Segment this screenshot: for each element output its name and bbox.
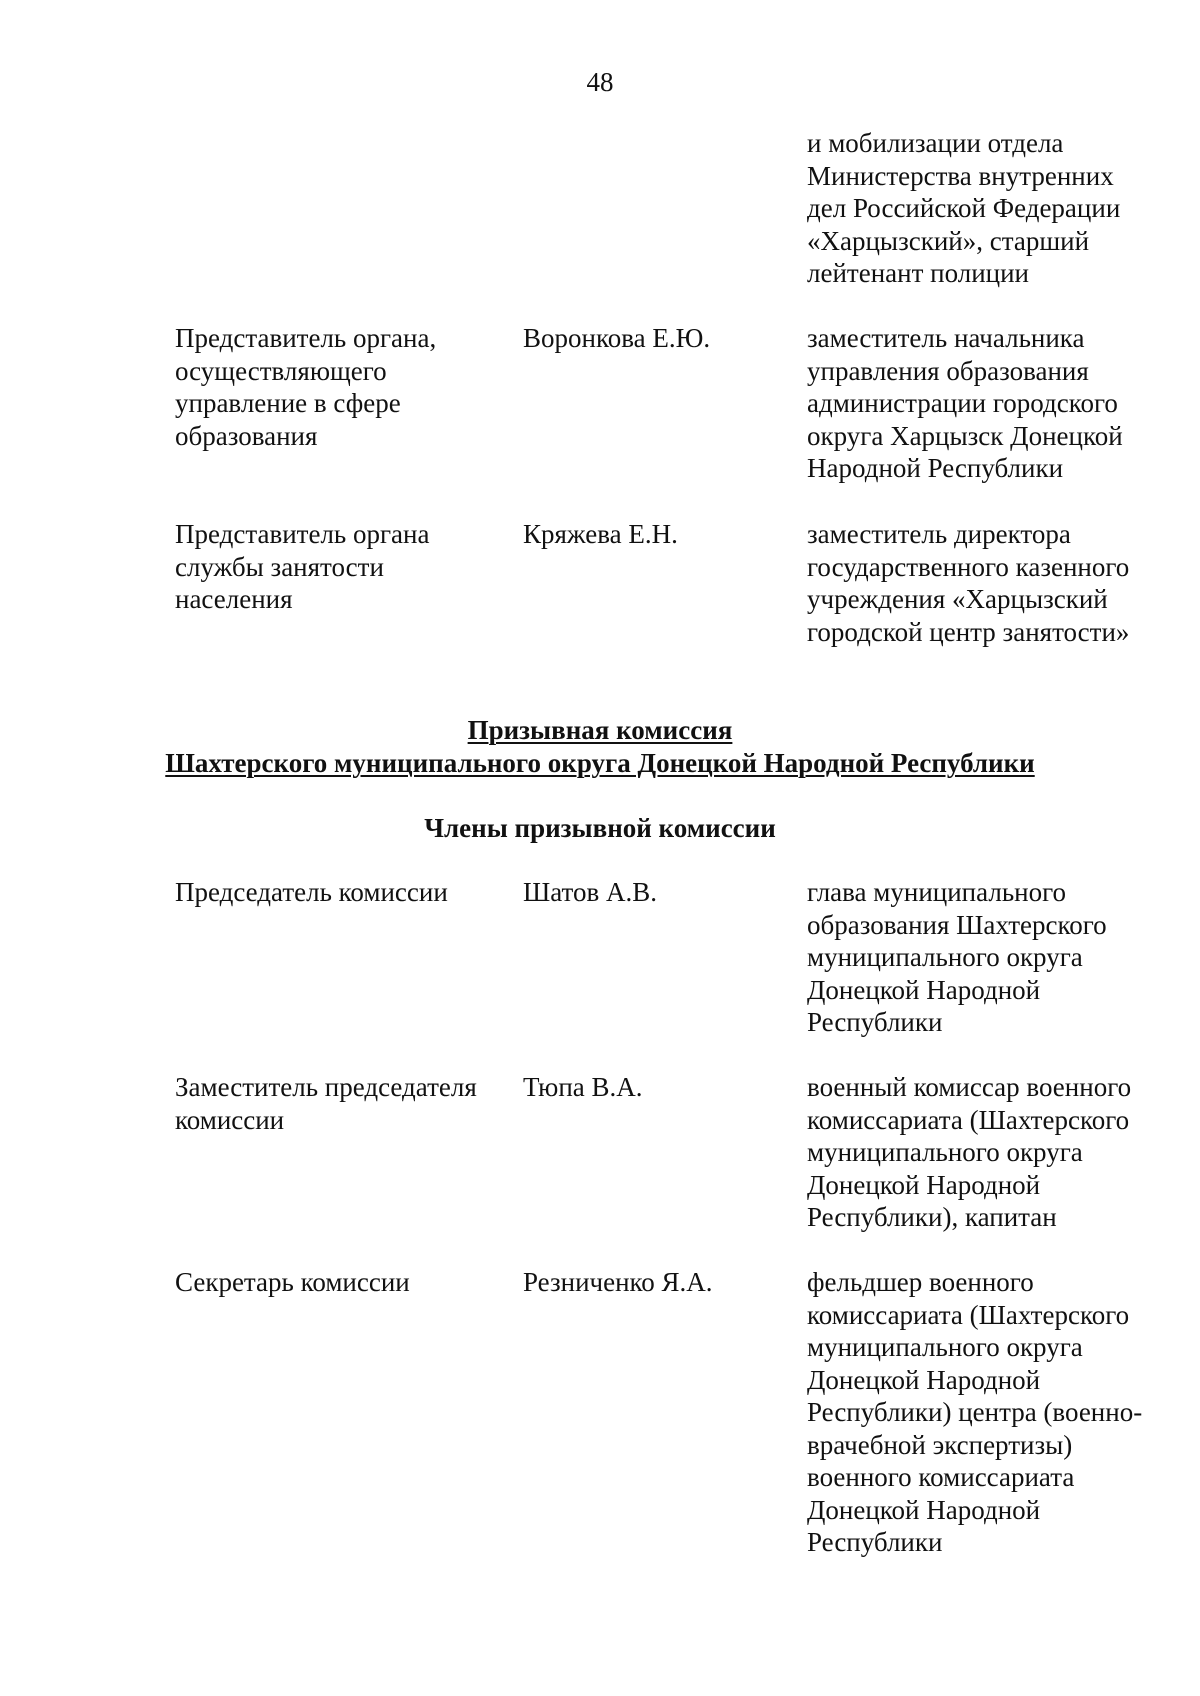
description-line: врачебной экспертизы) [807, 1429, 1073, 1460]
description-line: Донецкой Народной [807, 1494, 1041, 1525]
description-line: Министерства внутренних [807, 160, 1114, 191]
member-name [523, 322, 793, 355]
description-line: военного комиссариата [807, 1462, 1075, 1492]
role-line: комиссии [175, 1104, 285, 1135]
description-line: лейтенант полиции [807, 258, 1029, 288]
member-description [807, 1071, 1177, 1234]
description-line: Народной Республики [807, 453, 1064, 483]
section-subtitle: Члены призывной комиссии [424, 813, 776, 843]
role-line: службы занятости [175, 551, 384, 582]
member-description [807, 876, 1177, 1039]
member-description [807, 322, 1177, 485]
description-line: образования Шахтерского [807, 909, 1107, 940]
member-name [523, 1266, 793, 1299]
name-line: Резниченко Я.А. [523, 1267, 713, 1297]
description-line: муниципального округа [807, 1332, 1083, 1362]
member-role [175, 322, 515, 452]
member-role [175, 518, 515, 616]
description-line: округа Харцызск Донецкой [807, 420, 1123, 451]
continuation-description [807, 127, 1177, 290]
description-line: Донецкой Народной [807, 1169, 1041, 1200]
description-line: Донецкой Народной [807, 1364, 1041, 1395]
section-title-line: Призывная комиссия [467, 715, 733, 745]
description-line: городской центр занятости» [807, 616, 1130, 647]
description-line: комиссариата (Шахтерского [807, 1104, 1130, 1135]
description-line: Республики), капитан [807, 1202, 1057, 1232]
description-line: управления образования [807, 355, 1089, 386]
member-description [807, 1266, 1177, 1559]
description-line: Республики [807, 1527, 943, 1557]
description-line: «Харцызский», старший [807, 225, 1090, 256]
description-line: глава муниципального [807, 877, 1066, 907]
description-line: учреждения «Харцызский [807, 584, 1108, 614]
page-number: 48 [586, 67, 614, 97]
role-line: Представитель органа, [175, 323, 437, 353]
description-line: фельдшер военного [807, 1267, 1034, 1297]
role-line: Заместитель председателя [175, 1072, 477, 1102]
role-line: осуществляющего [175, 355, 387, 386]
description-line: Республики [807, 1007, 943, 1037]
role-line: Представитель органа [175, 519, 430, 549]
description-line: муниципального округа [807, 1137, 1083, 1167]
description-line: государственного казенного [807, 551, 1130, 582]
member-description [807, 518, 1177, 648]
member-role [175, 1266, 515, 1299]
description-line: администрации городского [807, 388, 1118, 418]
member-role [175, 876, 515, 909]
description-line: дел Российской Федерации [807, 193, 1121, 223]
member-role [175, 1071, 515, 1136]
section-title-line: Шахтерского муниципального округа Донецкой Народной Республики [165, 748, 1035, 778]
description-line: Донецкой Народной [807, 974, 1041, 1005]
description-line: Республики) центра (военно- [807, 1397, 1143, 1427]
role-line: Председатель комиссии [175, 877, 448, 907]
description-line: заместитель начальника [807, 323, 1085, 353]
description-line: заместитель директора [807, 519, 1071, 549]
name-line: Тюпа В.А. [523, 1072, 643, 1102]
name-line: Кряжева Е.Н. [523, 519, 678, 549]
section-title [0, 714, 1200, 780]
name-line: Воронкова Е.Ю. [523, 323, 711, 353]
member-name [523, 876, 793, 909]
role-line: населения [175, 584, 293, 614]
name-line: Шатов А.В. [523, 877, 657, 907]
member-name [523, 1071, 793, 1104]
description-line: комиссариата (Шахтерского [807, 1299, 1130, 1330]
description-line: муниципального округа [807, 942, 1083, 972]
description-line: и мобилизации отдела [807, 128, 1064, 158]
role-line: Секретарь комиссии [175, 1267, 410, 1297]
member-name [523, 518, 793, 551]
role-line: образования [175, 420, 318, 451]
role-line: управление в сфере [175, 388, 401, 418]
description-line: военный комиссар военного [807, 1072, 1132, 1102]
